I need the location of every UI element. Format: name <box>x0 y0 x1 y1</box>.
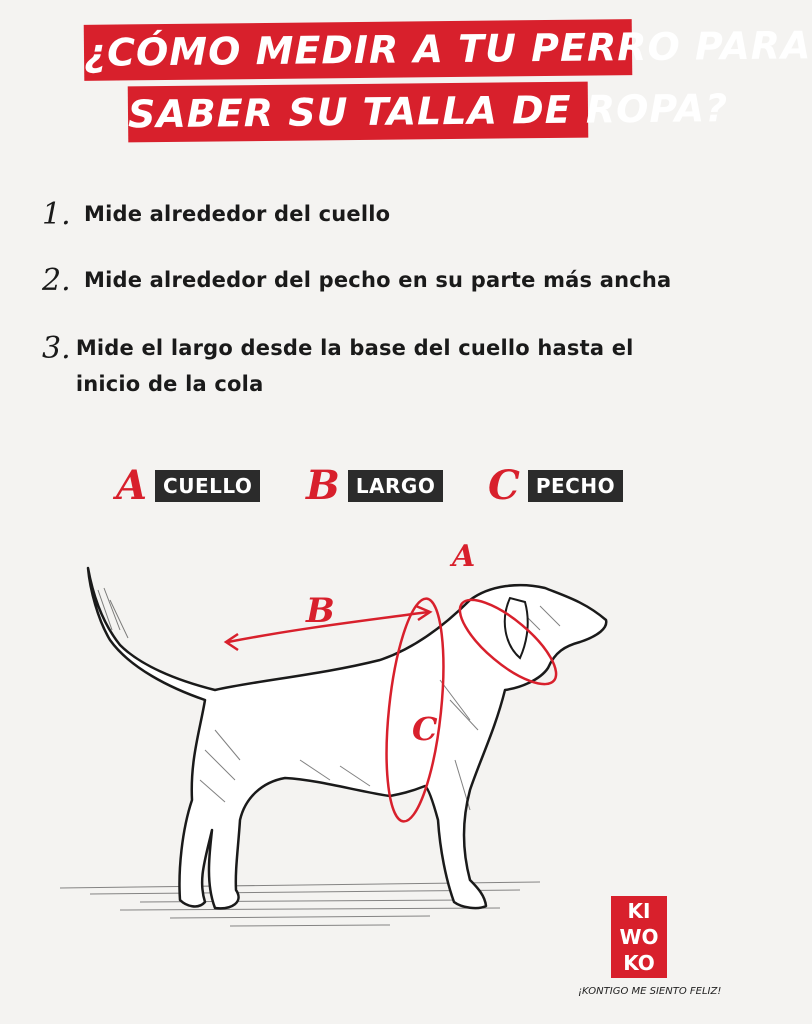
logo-line-2: WO <box>619 925 659 949</box>
title-line-1: ¿CÓMO MEDIR A TU PERRO PARA <box>84 19 633 81</box>
legend-label: LARGO <box>348 470 444 502</box>
legend-item-cuello <box>116 462 260 509</box>
step-text: Mide alrededor del pecho en su parte más ancha <box>84 268 672 292</box>
kiwoko-logo <box>611 896 667 978</box>
legend-item-pecho <box>488 462 623 509</box>
legend-label: PECHO <box>528 470 623 502</box>
step-2 <box>42 263 702 298</box>
legend-letter: B <box>306 462 340 509</box>
diagram-label-a: A <box>452 539 476 574</box>
dog-measurement-illustration <box>0 530 715 970</box>
step-1 <box>42 197 702 232</box>
legend-letter: A <box>116 462 148 509</box>
step-text: Mide el largo desde la base del cuello hasta el inicio de la cola <box>75 336 634 396</box>
step-number: 2. <box>42 263 71 298</box>
step-3 <box>42 331 682 402</box>
step-number: 3. <box>42 331 71 366</box>
legend-item-largo <box>306 462 443 509</box>
diagram-label-b: B <box>306 591 335 631</box>
step-number: 1. <box>42 197 71 232</box>
diagram-label-c: C <box>412 710 438 748</box>
logo-line-3: KO <box>623 951 655 975</box>
legend-letter: C <box>488 462 520 509</box>
legend-label: CUELLO <box>155 470 260 502</box>
logo-tagline: ¡KONTIGO ME SIENTO FELIZ! <box>578 986 722 997</box>
step-text: Mide alrededor del cuello <box>84 202 391 226</box>
title-line-2: SABER SU TALLA DE ROPA? <box>128 82 589 143</box>
logo-line-1: KI <box>627 899 651 923</box>
